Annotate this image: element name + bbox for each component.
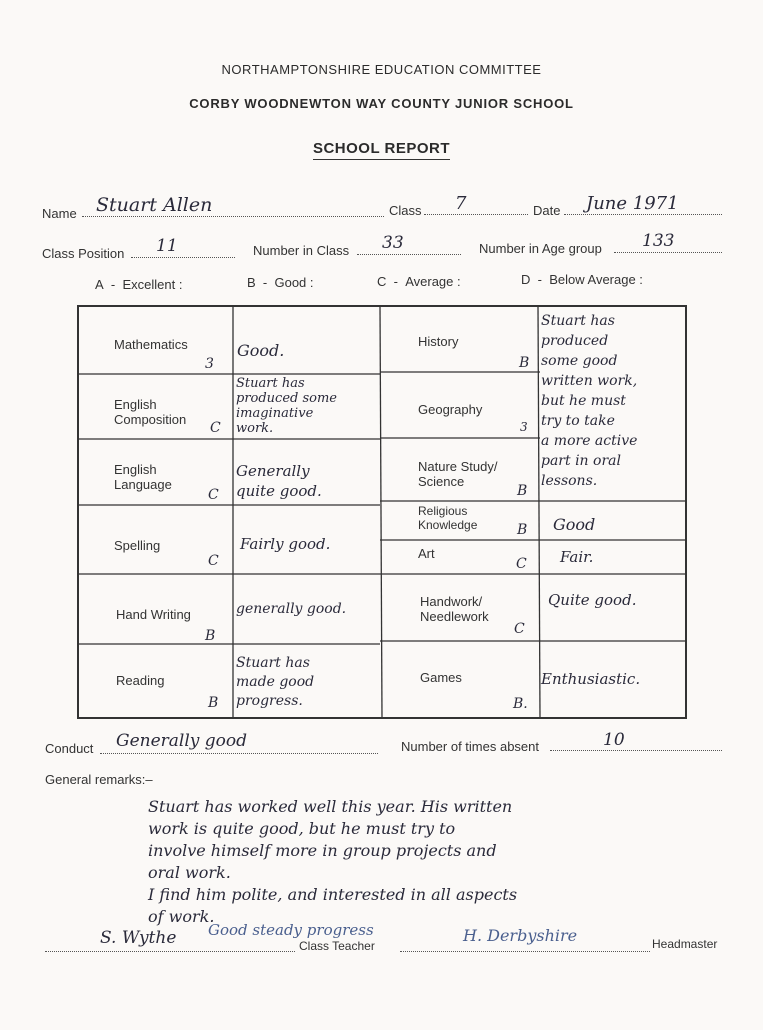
grade-history: B <box>519 355 530 371</box>
comment-spelling: Fairly good. <box>240 535 331 553</box>
grade-art: C <box>516 556 527 572</box>
key-c-sep: - <box>393 274 398 289</box>
subject-games: Games <box>420 670 462 685</box>
head-label: Headmaster <box>652 937 718 951</box>
comment-mathematics: Good. <box>237 341 285 360</box>
position-label: Class Position <box>42 246 125 261</box>
pupil-class: 7 <box>455 193 467 214</box>
comment-english-composition: Stuart has produced some imaginative work. <box>236 376 338 436</box>
absent-value: 10 <box>603 730 625 750</box>
number-in-class-label: Number in Class <box>253 243 350 258</box>
subject-mathematics: Mathematics <box>114 337 188 352</box>
grade-nature-study: B <box>517 483 528 499</box>
remarks-label: General remarks:– <box>45 772 153 787</box>
comment-handwork: Quite good. <box>548 591 637 609</box>
school-heading: CORBY WOODNEWTON WAY COUNTY JUNIOR SCHOOL <box>189 96 574 111</box>
grade-geography: 3 <box>520 420 528 434</box>
key-d-text: Below Average : <box>549 272 643 287</box>
grade-hand-writing: B <box>205 628 216 644</box>
subject-history: History <box>418 334 459 349</box>
subject-english-composition: English Composition <box>114 397 187 427</box>
teacher-label: Class Teacher <box>299 939 375 953</box>
absent-label: Number of times absent <box>401 739 540 754</box>
comment-humanities: Stuart has produced some good written work, but he must try to take a more active part in oral lessons. <box>541 313 638 489</box>
grade-english-composition: C <box>210 420 221 436</box>
grade-english-language: C <box>208 487 219 503</box>
number-in-class: 33 <box>382 233 404 253</box>
committee-heading: NORTHAMPTONSHIRE EDUCATION COMMITTEE <box>221 62 542 77</box>
comment-english-language: Generally quite good. <box>236 462 322 500</box>
report-title-text: SCHOOL REPORT <box>313 140 450 160</box>
subject-art: Art <box>418 546 435 561</box>
conduct-label: Conduct <box>45 741 94 756</box>
teacher-note: Good steady progress <box>208 921 374 939</box>
key-c-letter: C <box>377 274 387 289</box>
key-a-text: Excellent : <box>122 277 183 292</box>
general-remarks: Stuart has worked well this year. His written work is quite good, but he must try to involve himself more in group projects and oral work. I find him polite, and interested in all aspects of work. <box>148 797 518 926</box>
report-date: June 1971 <box>586 193 679 214</box>
class-position: 11 <box>156 236 178 256</box>
subject-spelling: Spelling <box>114 538 161 553</box>
grade-religious-knowledge: B <box>517 522 528 538</box>
conduct-line <box>100 752 378 754</box>
comment-hand-writing: generally good. <box>236 601 347 617</box>
key-b-sep: - <box>262 275 268 290</box>
teacher-sign-line <box>45 950 295 952</box>
absent-line <box>550 749 722 751</box>
key-c-text: Average : <box>405 274 461 289</box>
key-d-sep: - <box>537 272 542 287</box>
conduct-value: Generally good <box>116 731 248 751</box>
subject-reading: Reading <box>116 673 165 688</box>
number-in-age: 133 <box>642 231 675 251</box>
subject-handwork: Handwork/ Needlework <box>420 594 489 624</box>
class-label: Class <box>389 203 422 218</box>
subject-english-language: English Language <box>114 462 172 492</box>
comment-reading: Stuart has made good progress. <box>236 655 315 709</box>
comment-games: Enthusiastic. <box>541 670 641 688</box>
pupil-name: Stuart Allen <box>96 194 213 216</box>
subject-geography: Geography <box>418 402 483 417</box>
key-a-letter: A <box>95 277 104 292</box>
key-d-letter: D <box>521 272 531 287</box>
grade-games: B. <box>513 696 528 712</box>
grade-reading: B <box>208 695 219 711</box>
comment-art: Fair. <box>560 548 594 566</box>
subject-religious-knowledge: Religious Knowledge <box>418 504 478 532</box>
head-sign-line <box>400 950 650 952</box>
teacher-signature: S. Wythe <box>100 928 177 948</box>
grade-handwork: C <box>514 621 525 637</box>
subject-nature-study: Nature Study/ Science <box>418 459 498 489</box>
key-b-letter: B <box>247 275 256 290</box>
head-signature: H. Derbyshire <box>463 926 578 945</box>
grade-spelling: C <box>208 553 219 569</box>
number-in-age-label: Number in Age group <box>479 241 602 256</box>
name-label: Name <box>42 206 77 221</box>
comment-religious-knowledge: Good <box>553 515 596 534</box>
subject-hand-writing: Hand Writing <box>116 607 191 622</box>
grade-mathematics: 3 <box>205 356 214 372</box>
key-b-text: Good : <box>274 275 314 290</box>
key-a-sep: - <box>110 277 116 292</box>
date-label: Date <box>533 203 561 218</box>
